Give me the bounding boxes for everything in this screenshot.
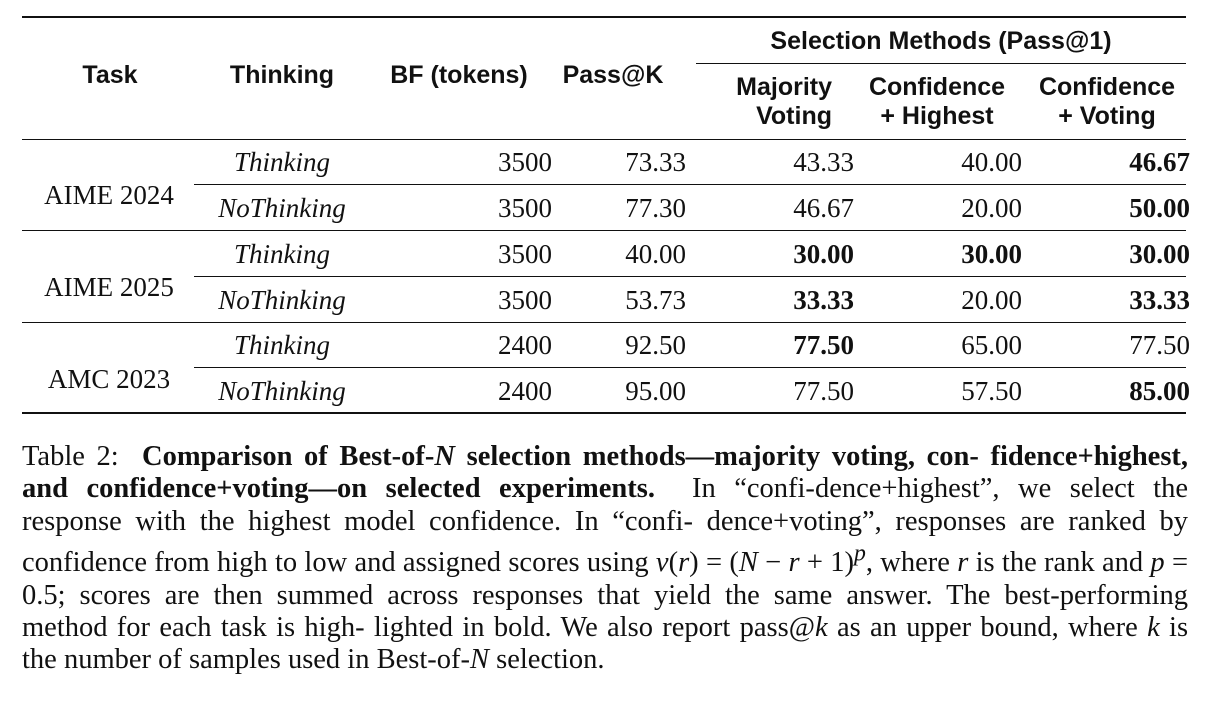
confidence-voting-cell: 30.00 (1129, 239, 1190, 269)
task-label: AMC 2023 (47, 364, 171, 394)
group-rule-1 (22, 230, 1186, 231)
majority-voting-cell: 46.67 (793, 193, 854, 223)
bf-cell: 3500 (498, 285, 552, 315)
confidence-highest-cell: 30.00 (961, 239, 1022, 269)
majority-voting-cell: 43.33 (793, 147, 854, 177)
task-label: AIME 2025 (44, 272, 174, 302)
pass-at-k-cell: 92.50 (625, 330, 686, 360)
header-conf-highest-line2: + Highest (880, 102, 994, 130)
table-bottom-rule (22, 412, 1186, 414)
confidence-highest-cell: 40.00 (961, 147, 1022, 177)
confidence-highest-cell: 65.00 (961, 330, 1022, 360)
header-selection-methods: Selection Methods (Pass@1) (770, 27, 1112, 55)
task-label: AIME 2024 (44, 180, 174, 210)
confidence-voting-cell: 77.50 (1129, 330, 1190, 360)
group-rule-2 (22, 322, 1186, 323)
majority-voting-cell: 30.00 (793, 239, 854, 269)
bf-cell: 3500 (498, 147, 552, 177)
confidence-voting-cell: 50.00 (1129, 193, 1190, 223)
group-header-rule (696, 63, 1186, 64)
pass-at-k-cell: 73.33 (625, 147, 686, 177)
header-majority-line2: Voting (756, 102, 832, 130)
pass-at-k-cell: 77.30 (625, 193, 686, 223)
caption-body: In “confi-dence+highest”, we select the response with the highest model confidence. In “confi- dence+voting”, responses are ranked by confidence from high to low and assigned scores using $v(r) = (N - r + 1)^p$, where r is the rank and p = 0.5; scores are then summed across responses that yield the same answer. The best-performing method for each task is high- lighted in bold. We also report pass@k as an upper bound, where k is the number of samples used in Best-of-N selection. (22, 473, 1189, 676)
thinking-cell: NoThinking (218, 285, 346, 315)
pass-at-k-cell: 53.73 (625, 285, 686, 315)
header-conf-voting-line1: Confidence (1038, 73, 1176, 101)
header-bf-tokens: BF (tokens) (390, 61, 528, 89)
header-pass-at-k: Pass@K (562, 61, 664, 89)
bf-cell: 2400 (498, 330, 552, 360)
header-majority-line1: Majority (736, 73, 832, 101)
header-conf-voting-line2: + Voting (1058, 102, 1156, 130)
majority-voting-cell: 33.33 (793, 285, 854, 315)
confidence-highest-cell: 20.00 (961, 285, 1022, 315)
confidence-voting-cell: 46.67 (1129, 147, 1190, 177)
confidence-highest-cell: 57.50 (961, 376, 1022, 406)
majority-voting-cell: 77.50 (793, 330, 854, 360)
bf-cell: 3500 (498, 239, 552, 269)
thinking-cell: NoThinking (218, 193, 346, 223)
confidence-voting-cell: 85.00 (1129, 376, 1190, 406)
caption-lead: Comparison of Best-of-N selection methods—majority voting, con- fidence+highest, and confidence+voting—on selected experiments. (22, 441, 1189, 505)
header-thinking: Thinking (229, 61, 335, 89)
header-bottom-rule (22, 139, 1186, 140)
thinking-cell: Thinking (233, 147, 330, 177)
thinking-cell: Thinking (233, 330, 330, 360)
header-task: Task (82, 61, 138, 89)
table-top-rule (22, 16, 1186, 18)
subrow-rule-2 (194, 276, 1186, 277)
thinking-cell: Thinking (233, 239, 330, 269)
pass-at-k-cell: 95.00 (625, 376, 686, 406)
confidence-highest-cell: 20.00 (961, 193, 1022, 223)
thinking-cell: NoThinking (218, 376, 346, 406)
subrow-rule-1 (194, 184, 1186, 185)
bf-cell: 3500 (498, 193, 552, 223)
confidence-voting-cell: 33.33 (1129, 285, 1190, 315)
pass-at-k-cell: 40.00 (625, 239, 686, 269)
majority-voting-cell: 77.50 (793, 376, 854, 406)
header-conf-highest-line1: Confidence (868, 73, 1006, 101)
bf-cell: 2400 (498, 376, 552, 406)
caption-label: Table 2: (22, 441, 119, 472)
table-caption (22, 441, 1188, 677)
subrow-rule-3 (194, 367, 1186, 368)
